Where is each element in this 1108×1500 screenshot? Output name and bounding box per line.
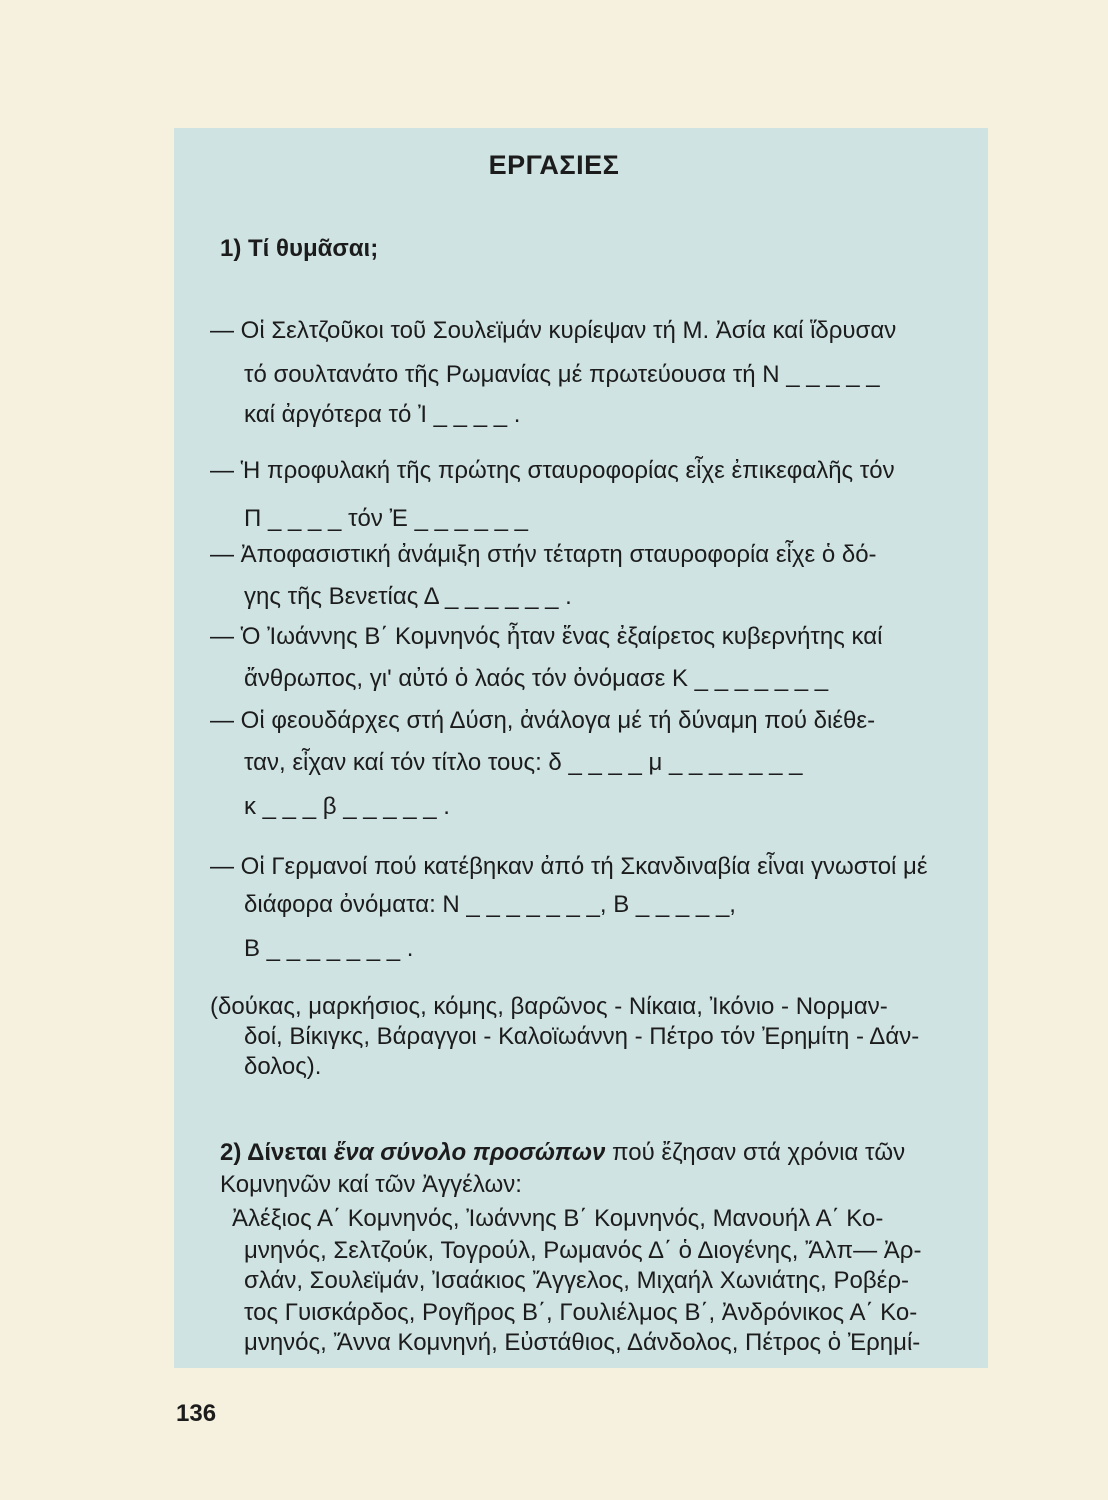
answer-key-line: (δούκας, μαρκήσιος, κόμης, βαρῶνος - Νίκαια, Ἰκόνιο - Νορμαν- (210, 993, 888, 1020)
exercise-line: ταν, εἶχαν καί τόν τίτλο τους: δ _ _ _ _ μ _ _ _ _ _ _ _ (244, 749, 803, 776)
names-line: τος Γυισκάρδος, Ρογῆρος Β΄, Γουλιέλμος Β΄, Ἀνδρόνικος Α΄ Κο- (244, 1299, 918, 1326)
answer-key-line: δοί, Βίκιγκς, Βάραγγοι - Καλοϊωάννη - Πέτρο τόν Ἐρημίτη - Δάν- (244, 1023, 920, 1050)
section-2-emphasis: ἕνα σύνολο προσώπων (333, 1139, 606, 1166)
exercise-line: — Οἱ Σελτζοῦκοι τοῦ Σουλεϊμάν κυρίεψαν τή Μ. Ἀσία καί ἵδρυσαν (210, 317, 897, 344)
exercise-line: γης τῆς Βενετίας Δ _ _ _ _ _ _ . (244, 583, 572, 610)
section-2-intro (220, 1138, 905, 1168)
exercise-line: καί ἀργότερα τό Ἰ _ _ _ _ . (244, 401, 521, 428)
exercise-line: — Ἀποφασιστική ἀνάμιξη στήν τέταρτη σταυροφορία εἶχε ὁ δό- (210, 541, 877, 568)
answer-key-line: δολος). (244, 1053, 322, 1080)
exercise-line: — Οἱ φεουδάρχες στή Δύση, ἀνάλογα μέ τή δύναμη πού διέθε- (210, 707, 876, 734)
exercise-line: — Οἱ Γερμανοί πού κατέβηκαν ἀπό τή Σκανδιναβία εἶναι γνωστοί μέ (210, 853, 928, 880)
exercise-line: διάφορα ὀνόματα: Ν _ _ _ _ _ _ _, Β _ _ _ _ _, (244, 891, 736, 918)
exercise-line: ἄνθρωπος, γι' αὐτό ὁ λαός τόν ὀνόμασε Κ _ _ _ _ _ _ _ (244, 665, 829, 692)
exercise-line: Π _ _ _ _ τόν Ἐ _ _ _ _ _ _ (244, 505, 529, 532)
exercise-line: κ _ _ _ β _ _ _ _ _ . (244, 793, 450, 820)
names-line: μνηνός, Σελτζούκ, Τογρούλ, Ρωμανός Δ΄ ὁ Διογένης, Ἄλπ— Ἀρ- (244, 1237, 922, 1264)
names-line: Ἀλέξιος Α΄ Κομνηνός, Ἰωάννης Β΄ Κομνηνός, Μανουήλ Α΄ Κο- (232, 1205, 884, 1232)
names-line: μνηνός, Ἄννα Κομνηνή, Εὐστάθιος, Δάνδολος, Πέτρος ὁ Ἐρημί- (244, 1329, 921, 1356)
exercise-line: τό σουλτανάτο τῆς Ρωμανίας μέ πρωτεύουσα τή Ν _ _ _ _ _ (244, 361, 880, 388)
page-number: 136 (176, 1400, 217, 1427)
section-2-intro-rest: πού ἔζησαν στά χρόνια τῶν (605, 1139, 906, 1166)
exercise-line: — Ἡ προφυλακή τῆς πρώτης σταυροφορίας εἶχε ἐπικεφαλῆς τόν (210, 457, 895, 484)
exercise-line: — Ὁ Ἰωάννης Β΄ Κομνηνός ἦταν ἕνας ἐξαίρετος κυβερνήτης καί (210, 623, 883, 650)
section-1-heading: 1) Τί θυμᾶσαι; (220, 235, 379, 262)
names-line: Κομνηνῶν καί τῶν Ἀγγέλων: (220, 1171, 522, 1198)
section-2-heading: 2) Δίνεται (220, 1139, 328, 1166)
page-title: ΕΡΓΑΣΙΕΣ (488, 150, 620, 180)
names-line: σλάν, Σουλεϊμάν, Ἰσαάκιος Ἄγγελος, Μιχαήλ Χωνιάτης, Ροβέρ- (244, 1267, 909, 1294)
exercise-line: Β _ _ _ _ _ _ _ . (244, 935, 414, 962)
